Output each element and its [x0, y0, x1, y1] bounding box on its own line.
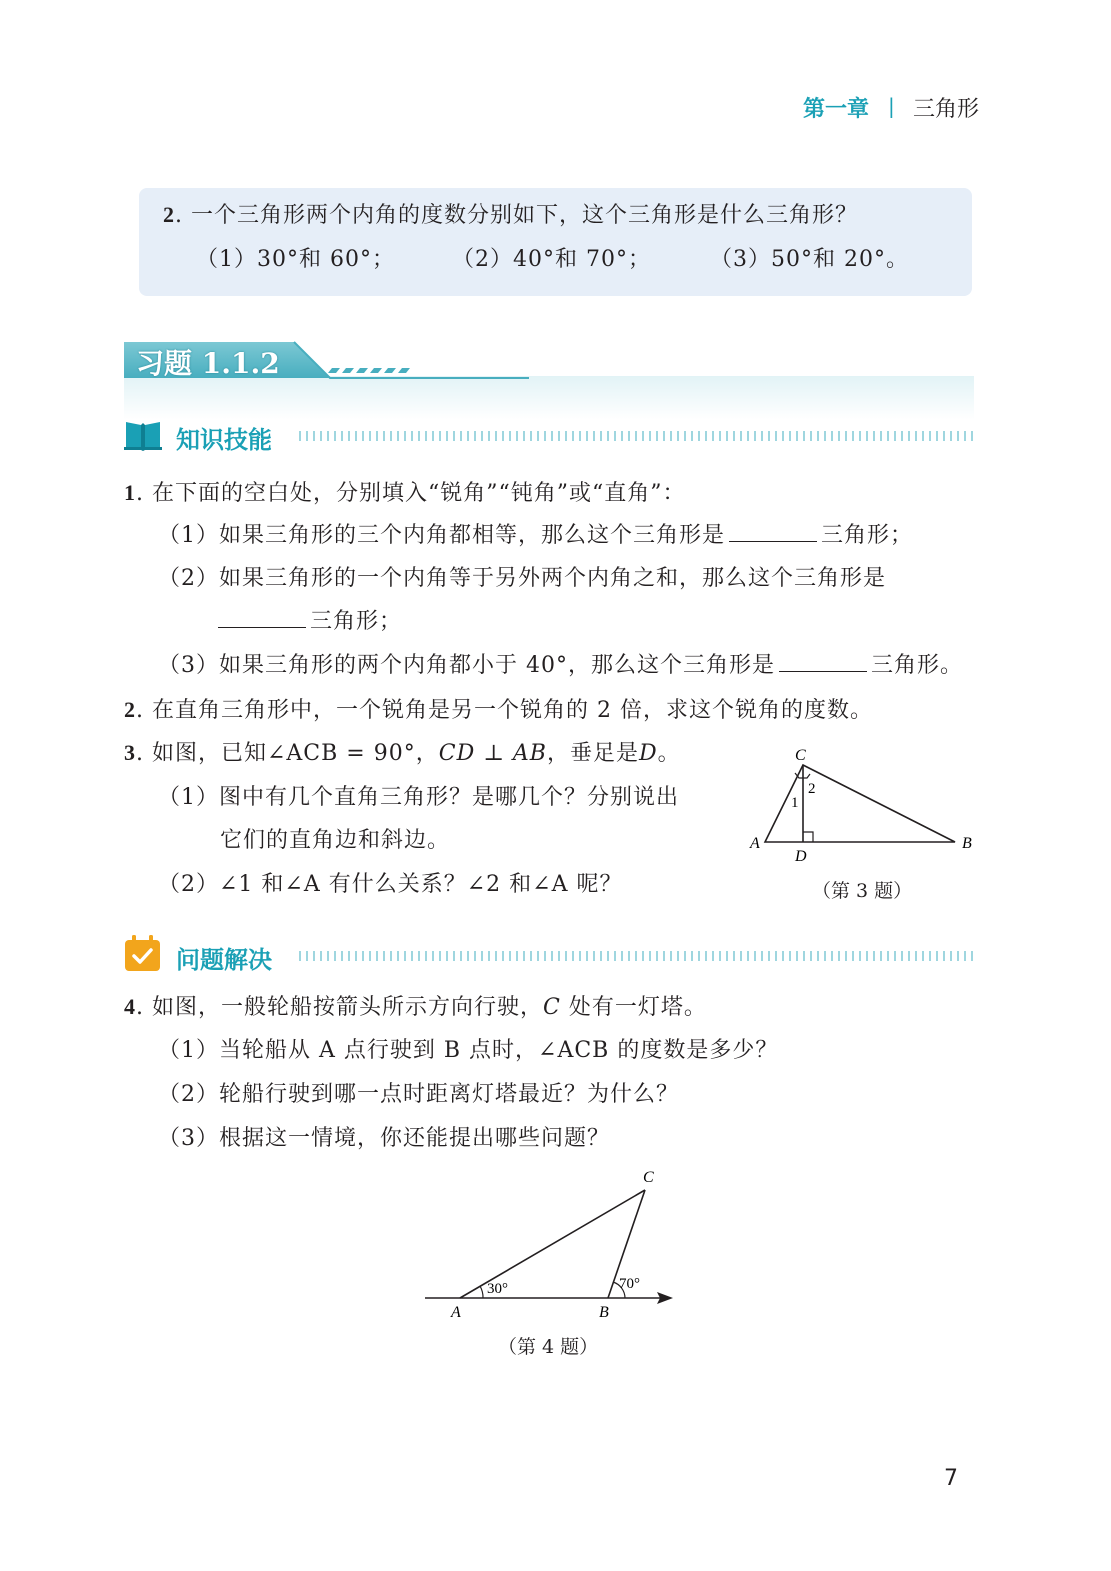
- q4-stem: 4. 如图，一般轮船按箭头所示方向行驶，C 处有一灯塔。: [124, 994, 707, 1020]
- section-problem-solving: [124, 938, 974, 978]
- label-a: A: [750, 835, 760, 852]
- chapter-label: 第一章: [803, 97, 870, 122]
- angle-a-arc: [480, 1286, 483, 1298]
- q4-part-1: （1）当轮船从 A 点行驶到 B 点时，∠ACB 的度数是多少？: [158, 1038, 779, 1063]
- exercise-banner: [124, 340, 974, 420]
- calendar-check-icon: [124, 934, 162, 972]
- label-angle-1: 1: [791, 795, 799, 811]
- answer-blank[interactable]: [218, 607, 306, 628]
- practice-q2-stem: 2. 一个三角形两个内角的度数分别如下，这个三角形是什么三角形？: [163, 202, 858, 228]
- figure-3-caption: （第 3 题）: [812, 880, 913, 902]
- page-number: 7: [944, 1466, 958, 1491]
- label-angle-70: 70°: [619, 1276, 640, 1292]
- practice-q2-option-3: （3）50°和 20°。: [710, 247, 909, 272]
- label-angle-2: 2: [808, 781, 816, 797]
- q4-part-3: （3）根据这一情境，你还能提出哪些问题？: [158, 1126, 610, 1151]
- figure-4-ship-route: [415, 1160, 685, 1325]
- section-label: 知识技能: [176, 426, 272, 454]
- right-angle-mark-d: [803, 832, 813, 842]
- answer-blank[interactable]: [779, 651, 867, 672]
- q1-part-2-cont: 三角形；: [214, 607, 402, 637]
- q1-part-2: （2）如果三角形的一个内角等于另外两个内角之和，那么这个三角形是: [158, 566, 886, 591]
- q4-part-2: （2）轮船行驶到哪一点时距离灯塔最近？为什么？: [158, 1082, 679, 1107]
- label-c: C: [643, 1169, 654, 1186]
- section-label: 问题解决: [176, 946, 272, 974]
- book-icon: [124, 418, 162, 452]
- label-angle-30: 30°: [487, 1281, 508, 1297]
- q1-stem: 1. 在下面的空白处，分别填入“锐角”“钝角”或“直角”：: [124, 480, 686, 506]
- header-separator: |: [888, 94, 895, 118]
- section-knowledge-skills: [124, 418, 974, 458]
- q3-part-1: （1）图中有几个直角三角形？是哪几个？分别说出: [158, 785, 679, 810]
- chapter-title: 三角形: [913, 97, 980, 122]
- figure-4-caption: （第 4 题）: [498, 1336, 599, 1358]
- q3-part-1-cont: 它们的直角边和斜边。: [220, 828, 451, 853]
- q2-stem: 2. 在直角三角形中，一个锐角是另一个锐角的 2 倍，求这个锐角的度数。: [124, 697, 873, 723]
- label-d: D: [795, 848, 807, 865]
- dotted-rule: [299, 951, 974, 961]
- dotted-rule: [299, 431, 974, 441]
- label-b: B: [962, 835, 972, 852]
- answer-blank[interactable]: [729, 521, 817, 542]
- figure-3-triangle: [740, 740, 980, 870]
- label-b: B: [599, 1304, 609, 1321]
- practice-q2-option-2: （2）40°和 70°；: [452, 247, 651, 272]
- q3-part-2: （2）∠1 和∠A 有什么关系？∠2 和∠A 呢？: [158, 872, 623, 897]
- label-a: A: [451, 1304, 461, 1321]
- practice-q2-option-1: （1）30°和 60°；: [196, 247, 395, 272]
- label-c: C: [795, 747, 806, 764]
- banner-title: 习题 1.1.2: [136, 347, 280, 380]
- q1-part-3: （3）如果三角形的两个内角都小于 40°，那么这个三角形是 三角形。: [158, 653, 964, 678]
- q3-stem: 3. 如图，已知∠ACB = 90°，CD ⊥ AB，垂足是D。: [124, 740, 681, 766]
- q1-part-1: （1）如果三角形的三个内角都相等，那么这个三角形是 三角形；: [158, 523, 914, 548]
